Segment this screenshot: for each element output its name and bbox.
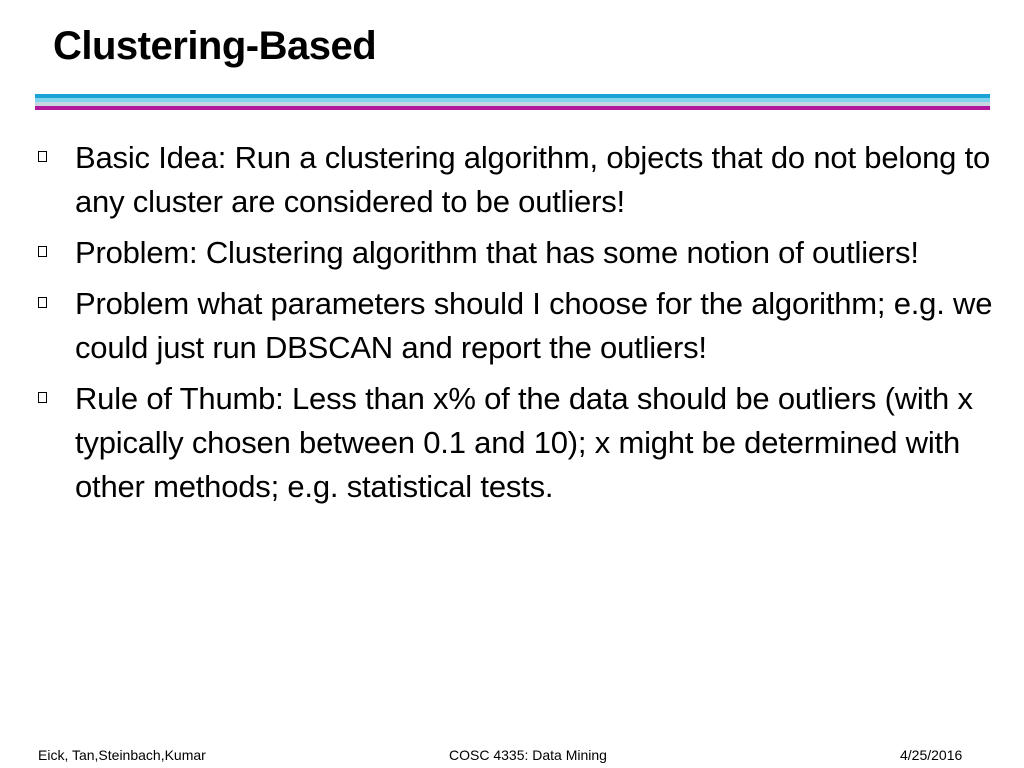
bullet-text: Basic Idea: Run a clustering algorithm, objects that do not belong to any cluster are considered to be outliers! — [75, 140, 991, 219]
bullet-item — [36, 377, 996, 509]
bullet-text: Problem: Clustering algorithm that has some notion of outliers! — [75, 235, 919, 270]
footer-authors: Eick, Tan,Steinbach,Kumar — [38, 747, 206, 763]
footer-course: COSC 4335: Data Mining — [449, 747, 607, 763]
title-divider — [35, 94, 990, 112]
slide-title: Clustering-Based — [53, 24, 377, 68]
footer-date: 4/25/2016 — [900, 747, 963, 763]
bullet-item — [36, 231, 996, 275]
divider-band-magenta — [35, 106, 990, 110]
square-bullet-icon — [38, 297, 47, 308]
bullet-text: Problem what parameters should I choose for the algorithm; e.g. we could just run DBSCAN and report the outliers! — [75, 286, 993, 365]
bullet-item — [36, 282, 996, 370]
square-bullet-icon — [38, 151, 47, 162]
bullet-text: Rule of Thumb: Less than x% of the data should be outliers (with x typically chosen between 0.1 and 10); x might be determined with other methods; e.g. statistical tests. — [75, 381, 973, 504]
square-bullet-icon — [38, 392, 47, 403]
bullet-list — [36, 136, 996, 516]
bullet-item — [36, 136, 996, 224]
square-bullet-icon — [38, 246, 47, 257]
